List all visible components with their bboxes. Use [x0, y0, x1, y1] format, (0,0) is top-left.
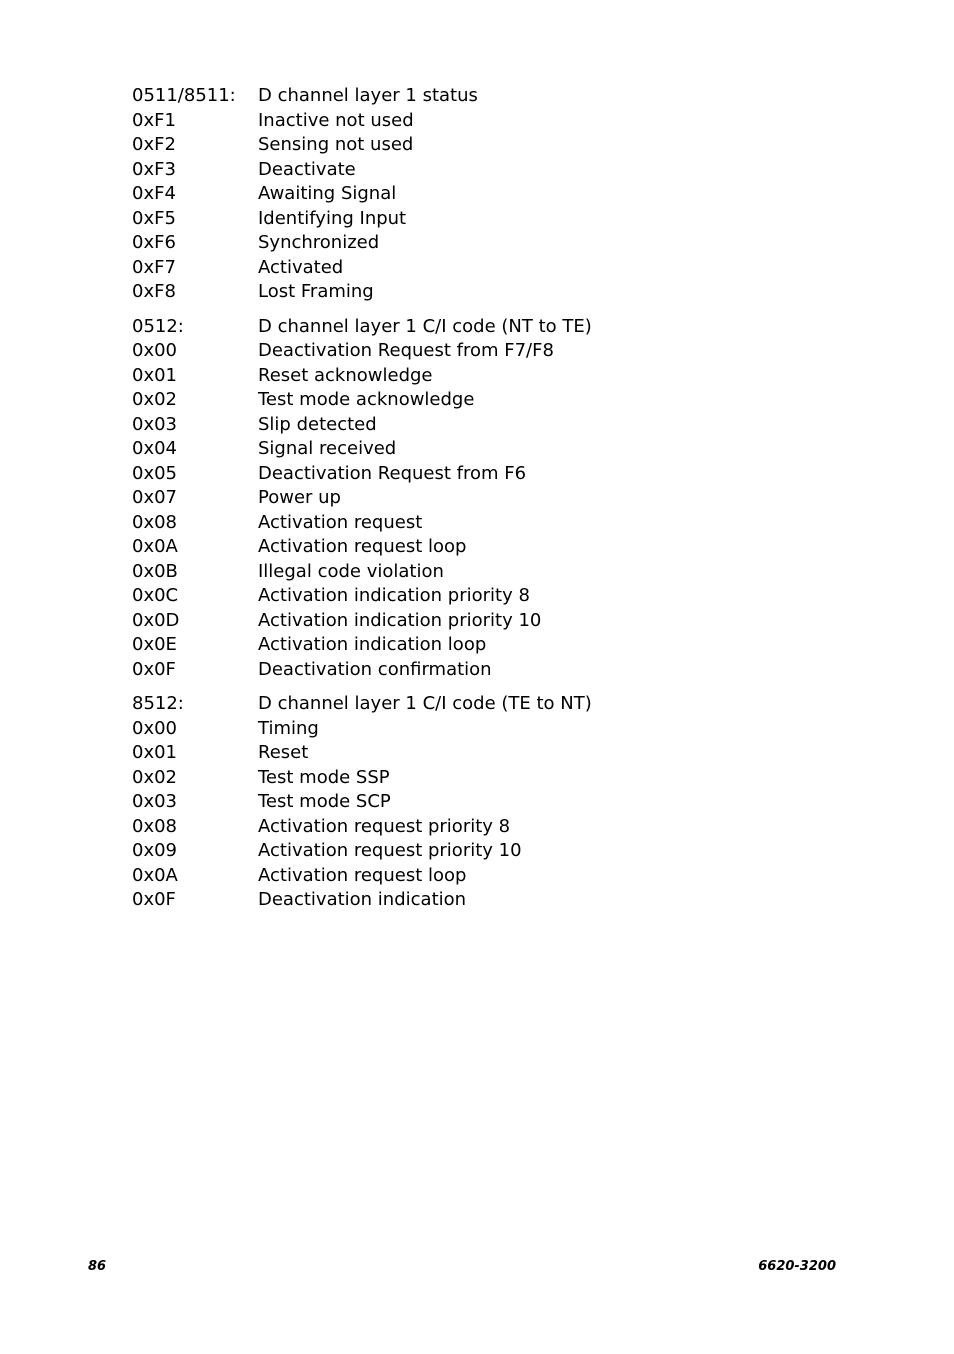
code-value: 0x07 — [132, 487, 178, 508]
code-description: Reset acknowledge — [258, 364, 433, 386]
code-description: Sensing not used — [258, 134, 414, 155]
code-row — [132, 609, 832, 634]
code-value: 0x0B — [132, 560, 178, 582]
code-row — [132, 790, 832, 815]
code-group — [132, 692, 832, 913]
code-row — [132, 231, 832, 256]
code-description: Awaiting Signal — [258, 183, 397, 204]
group-header-row — [132, 692, 832, 717]
code-value: 0xF2 — [132, 134, 176, 155]
code-row — [132, 158, 832, 183]
code-description: Synchronized — [258, 232, 380, 253]
code-row — [132, 413, 832, 438]
code-row — [132, 486, 832, 511]
code-value: 0x02 — [132, 766, 178, 788]
code-row — [132, 133, 832, 158]
code-value: 0xF8 — [132, 281, 176, 302]
code-group — [132, 315, 832, 683]
code-value: 0x00 — [132, 340, 178, 361]
code-value: 0x08 — [132, 815, 178, 837]
code-value: 0xF5 — [132, 207, 176, 229]
code-description: Activation request loop — [258, 864, 467, 886]
code-value: 0x0F — [132, 889, 176, 910]
group-header-row — [132, 84, 832, 109]
code-value: 0x0A — [132, 536, 178, 557]
code-description: Deactivation indication — [258, 889, 467, 910]
code-value: 0xF1 — [132, 109, 176, 131]
code-value: 0x05 — [132, 462, 178, 484]
document-number: 6620-3200 — [758, 1259, 836, 1274]
code-row — [132, 256, 832, 281]
code-value: 0x04 — [132, 438, 178, 459]
code-value: 0x0F — [132, 658, 176, 680]
code-description: Activation indication priority 10 — [258, 609, 542, 631]
code-row — [132, 535, 832, 560]
code-row — [132, 741, 832, 766]
code-row — [132, 280, 832, 305]
code-description: Deactivate — [258, 158, 356, 180]
code-description: Deactivation Request from F6 — [258, 462, 527, 484]
code-row — [132, 560, 832, 585]
register-id: 0511/8511: — [132, 85, 236, 106]
group-header-row — [132, 315, 832, 340]
code-description: Deactivation Request from F7/F8 — [258, 340, 554, 361]
code-value: 0xF3 — [132, 158, 176, 180]
code-value: 0x01 — [132, 364, 178, 386]
code-description: Activation request priority 8 — [258, 815, 511, 837]
code-description: Illegal code violation — [258, 560, 444, 582]
code-row — [132, 658, 832, 683]
code-value: 0xF7 — [132, 256, 176, 278]
code-value: 0x09 — [132, 840, 178, 861]
code-description: Test mode SCP — [258, 791, 391, 812]
code-description: Slip detected — [258, 413, 377, 435]
code-description: Inactive not used — [258, 109, 414, 131]
code-value: 0x0A — [132, 864, 178, 886]
register-title: D channel layer 1 status — [258, 85, 478, 106]
code-description: Identifying Input — [258, 207, 407, 229]
code-row — [132, 364, 832, 389]
code-table — [132, 84, 832, 923]
code-description: Activation indication priority 8 — [258, 585, 530, 606]
code-value: 0x0D — [132, 609, 180, 631]
code-row — [132, 815, 832, 840]
code-row — [132, 207, 832, 232]
code-value: 0xF4 — [132, 183, 176, 204]
register-id: 8512: — [132, 693, 184, 714]
code-description: Signal received — [258, 438, 397, 459]
code-row — [132, 766, 832, 791]
register-title: D channel layer 1 C/I code (NT to TE) — [258, 315, 592, 337]
code-row — [132, 388, 832, 413]
code-description: Activation request loop — [258, 536, 467, 557]
code-value: 0x08 — [132, 511, 178, 533]
code-description: Activated — [258, 256, 344, 278]
page-number: 86 — [88, 1259, 107, 1274]
code-row — [132, 109, 832, 134]
code-row — [132, 437, 832, 462]
code-value: 0x0C — [132, 585, 179, 606]
code-description: Activation request — [258, 511, 423, 533]
code-description: Test mode SSP — [258, 766, 390, 788]
code-row — [132, 462, 832, 487]
code-value: 0x0E — [132, 634, 177, 655]
code-description: Power up — [258, 487, 341, 508]
code-row — [132, 888, 832, 913]
code-row — [132, 584, 832, 609]
register-title: D channel layer 1 C/I code (TE to NT) — [258, 693, 592, 714]
code-row — [132, 864, 832, 889]
code-value: 0x00 — [132, 717, 178, 739]
code-row — [132, 182, 832, 207]
code-description: Activation request priority 10 — [258, 840, 522, 861]
code-value: 0x02 — [132, 389, 178, 410]
code-description: Lost Framing — [258, 281, 374, 302]
code-description: Timing — [258, 717, 319, 739]
code-value: 0x03 — [132, 791, 178, 812]
code-description: Deactivation confirmation — [258, 658, 492, 680]
code-description: Activation indication loop — [258, 634, 487, 655]
code-value: 0x01 — [132, 742, 178, 763]
code-value: 0xF6 — [132, 232, 176, 253]
code-row — [132, 339, 832, 364]
code-description: Reset — [258, 742, 309, 763]
code-group — [132, 84, 832, 305]
code-value: 0x03 — [132, 413, 178, 435]
code-row — [132, 511, 832, 536]
code-description: Test mode acknowledge — [258, 389, 475, 410]
register-id: 0512: — [132, 315, 184, 337]
code-row — [132, 633, 832, 658]
code-row — [132, 839, 832, 864]
code-row — [132, 717, 832, 742]
